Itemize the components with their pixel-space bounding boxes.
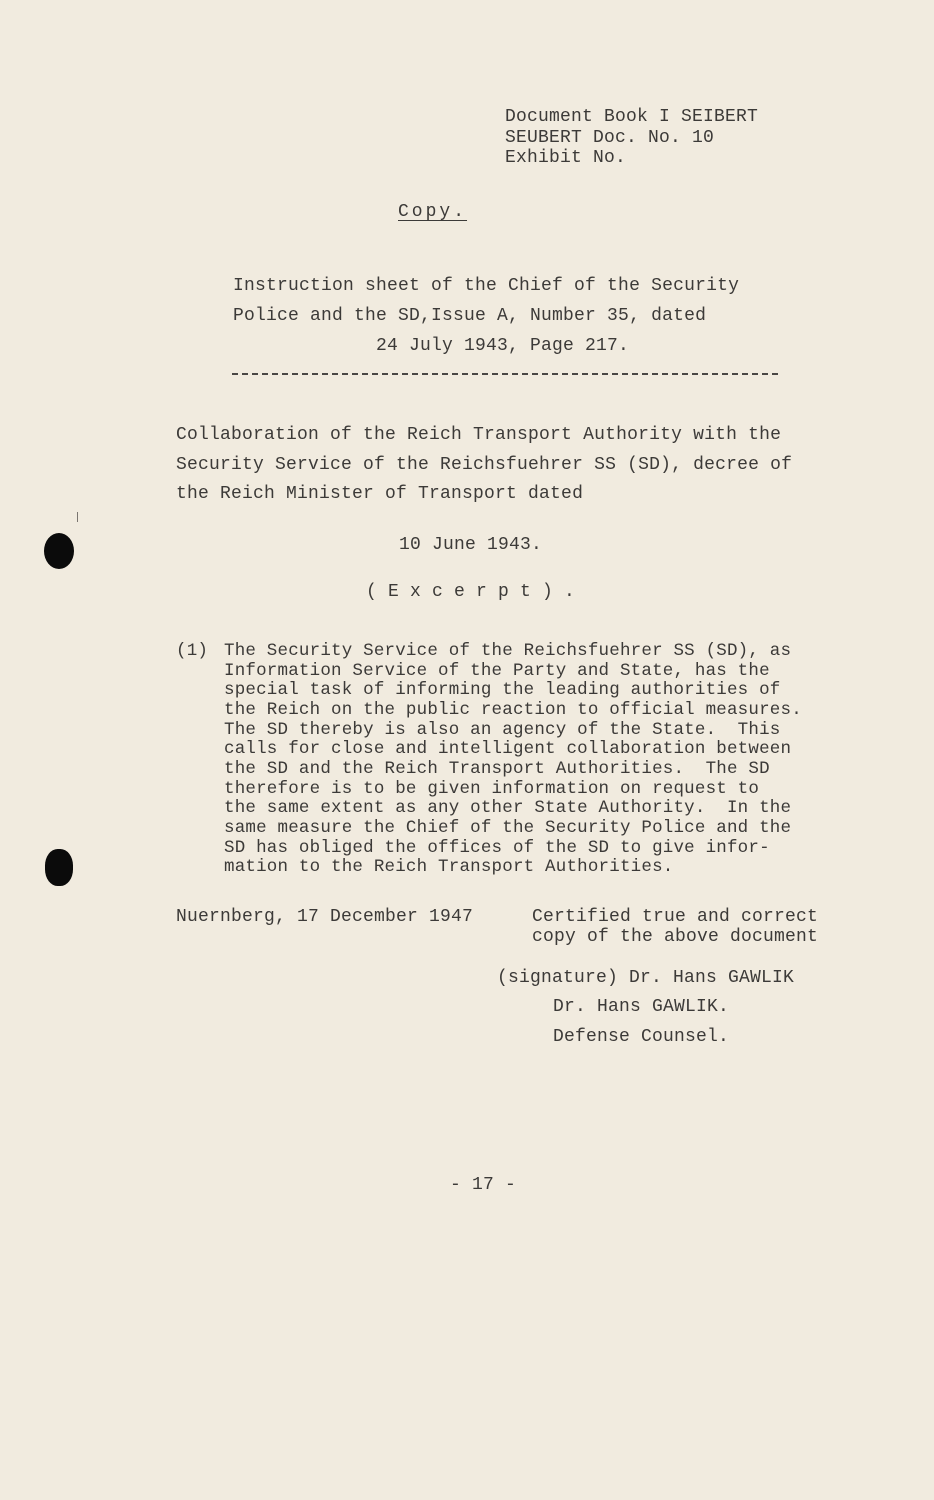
excerpt-label: ( E x c e r p t ) . <box>366 582 576 602</box>
certified-line-1: Certified true and correct <box>532 907 819 927</box>
paragraph-line-1: The Security Service of the Reichsfuehrer SS (SD), as <box>224 641 792 661</box>
counsel-name: Dr. Hans GAWLIK. <box>553 997 730 1017</box>
margin-mark <box>77 512 78 522</box>
paragraph-line-8: therefore is to be given information on request to <box>224 779 760 799</box>
paragraph-line-11: SD has obliged the offices of the SD to give infor- <box>224 838 770 858</box>
paragraph-line-3: special task of informing the leading authorities of <box>224 680 781 700</box>
paragraph-number: (1) <box>176 641 209 661</box>
subject-line-2: Security Service of the Reichsfuehrer SS (SD), decree of <box>176 455 793 475</box>
paragraph-line-10: same measure the Chief of the Security Police and the <box>224 818 792 838</box>
subject-line-3: the Reich Minister of Transport dated <box>176 484 584 504</box>
header-line-3: Exhibit No. <box>505 148 627 168</box>
header-line-2: SEUBERT Doc. No. 10 <box>505 128 715 148</box>
counsel-title: Defense Counsel. <box>553 1027 730 1047</box>
dashed-divider <box>232 373 778 375</box>
copy-title: Copy. <box>398 202 468 222</box>
paragraph-line-12: mation to the Reich Transport Authorities. <box>224 857 674 877</box>
punch-hole-top <box>44 533 74 569</box>
subject-line-1: Collaboration of the Reich Transport Authority with the <box>176 425 782 445</box>
instruction-line-2: Police and the SD,Issue A, Number 35, dated <box>233 306 707 326</box>
paragraph-line-7: the SD and the Reich Transport Authorities. The SD <box>224 759 770 779</box>
certified-line-2: copy of the above document <box>532 927 819 947</box>
instruction-line-3: 24 July 1943, Page 217. <box>376 336 630 356</box>
paragraph-line-4: the Reich on the public reaction to official measures. <box>224 700 802 720</box>
place-and-date: Nuernberg, 17 December 1947 <box>176 907 474 927</box>
instruction-line-1: Instruction sheet of the Chief of the Security <box>233 276 740 296</box>
paragraph-line-6: calls for close and intelligent collaboration between <box>224 739 792 759</box>
decree-date: 10 June 1943. <box>399 535 543 555</box>
punch-hole-bottom <box>45 849 73 886</box>
page-number: - 17 - <box>450 1175 517 1195</box>
header-line-1: Document Book I SEIBERT <box>505 107 759 127</box>
paragraph-line-2: Information Service of the Party and State, has the <box>224 661 770 681</box>
paragraph-line-5: The SD thereby is also an agency of the State. This <box>224 720 781 740</box>
signature-line: (signature) Dr. Hans GAWLIK <box>497 968 795 988</box>
paragraph-line-9: the same extent as any other State Authority. In the <box>224 798 792 818</box>
